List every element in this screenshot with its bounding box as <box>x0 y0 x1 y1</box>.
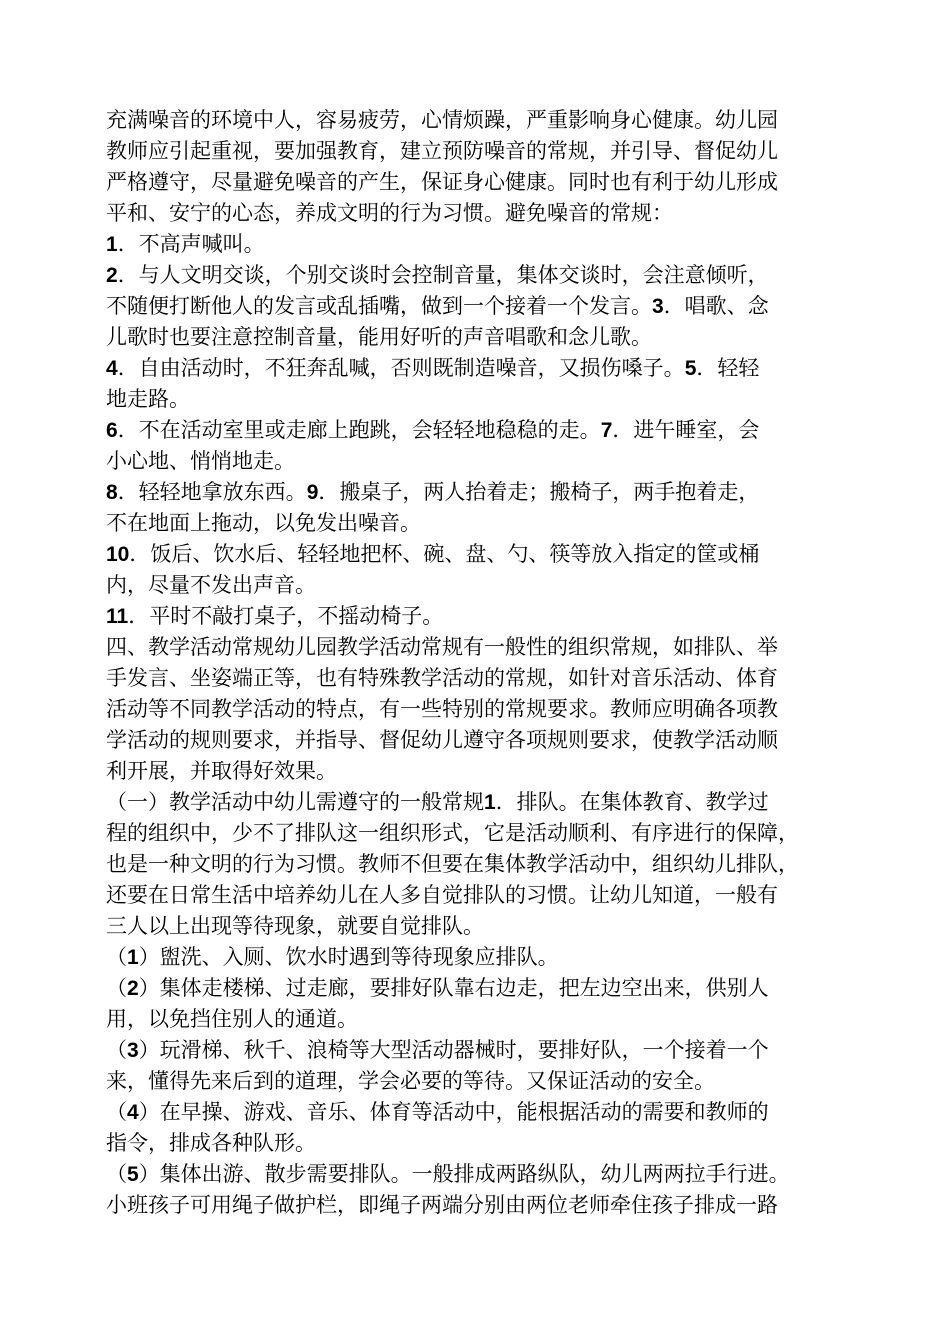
line-text: （一）教学活动中幼儿需遵守的一般常规 <box>106 790 484 814</box>
text-line: 教师应引起重视，要加强教育，建立预防噪音的常规，并引导、督促幼儿 <box>106 139 778 163</box>
line-text: 小心地、悄悄地走。 <box>106 449 295 473</box>
line-text: ）盥洗、入厕、饮水时遇到等待现象应排队。 <box>138 945 559 969</box>
text-line: 平和、安宁的心态，养成文明的行为习惯。避免噪音的常规： <box>106 201 673 225</box>
text-line <box>106 570 860 601</box>
paragraph-section-4 <box>106 632 860 787</box>
line-text: 还要在日常生活中培养幼儿在人多自觉排队的习惯。让幼儿知道，一般有 <box>106 883 778 907</box>
text-line <box>106 1097 860 1128</box>
paragraph-subsection-1 <box>106 787 860 942</box>
text-line: 学活动的规则要求，并指导、督促幼儿遵守各项规则要求，使教学活动顺 <box>106 728 778 752</box>
item-number: 1 <box>127 946 139 969</box>
line-text: 也是一种文明的行为习惯。教师不但要在集体教学活动中，组织幼儿排队， <box>106 852 799 876</box>
text-line <box>106 539 860 570</box>
paragraph-rule-4-5 <box>106 353 860 415</box>
line-text: （ <box>106 1162 127 1186</box>
item-number: 1 <box>106 233 118 256</box>
text-line <box>106 446 860 477</box>
line-text: 不随便打断他人的发言或乱插嘴，做到一个接着一个发言。 <box>106 294 652 318</box>
text-line: 手发言、坐姿端正等，也有特殊教学活动的常规，如针对音乐活动、体育 <box>106 666 778 690</box>
text-line <box>106 415 860 446</box>
text-line: 严格遵守，尽量避免噪音的产生，保证身心健康。同时也有利于幼儿形成 <box>106 170 778 194</box>
line-text: ．与人文明交谈，个别交谈时会控制音量，集体交谈时，会注意倾听， <box>117 263 769 287</box>
line-text: 程的组织中，少不了排队这一组织形式，它是活动顺利、有序进行的保障， <box>106 821 799 845</box>
item-number: 2 <box>106 264 118 287</box>
paragraph-item-1 <box>106 942 860 973</box>
text-line <box>106 477 860 508</box>
text-line <box>106 322 860 353</box>
line-text: ．排队。在集体教育、教学过 <box>495 790 769 814</box>
item-number: 10 <box>106 543 130 566</box>
text-line <box>106 353 860 384</box>
item-number: 2 <box>127 977 139 1000</box>
text-line <box>106 1004 860 1035</box>
text-line <box>106 880 860 911</box>
item-number: 5 <box>684 357 697 380</box>
paragraph-item-2 <box>106 973 860 1035</box>
line-text: 内，尽量不发出声音。 <box>106 573 316 597</box>
line-text: 来，懂得先来后到的道理，学会必要的等待。又保证活动的安全。 <box>106 1069 715 1093</box>
paragraph-rule-6-7 <box>106 415 860 477</box>
text-line <box>106 942 860 973</box>
text-line <box>106 787 860 818</box>
paragraph-rule-2-3 <box>106 260 860 353</box>
line-text: ．饭后、饮水后、轻轻地把杯、碗、盘、勺、筷等放入指定的筐或桶 <box>129 542 760 566</box>
paragraph-rule-1 <box>106 229 860 260</box>
text-line <box>106 384 860 415</box>
line-text: ．轻轻地拿放东西。 <box>117 480 307 504</box>
paragraph-item-5 <box>106 1159 860 1221</box>
line-text: （ <box>106 1038 127 1062</box>
text-line: 利开展，并取得好效果。 <box>106 759 337 783</box>
line-text: 小班孩子可用绳子做护栏，即绳子两端分别由两位老师牵住孩子排成一路 <box>106 1193 778 1217</box>
text-line: 活动等不同教学活动的特点，有一些特别的常规要求。教师应明确各项教 <box>106 697 778 721</box>
item-number: 7 <box>600 419 613 442</box>
text-line: 充满噪音的环境中人，容易疲劳，心情烦躁，严重影响身心健康。幼儿园 <box>106 108 778 132</box>
line-text: ．不在活动室里或走廊上跑跳，会轻轻地稳稳的走。 <box>117 418 601 442</box>
line-text: 指令，排成各种队形。 <box>106 1131 316 1155</box>
text-line <box>106 973 860 1004</box>
paragraph-rule-10 <box>106 539 860 601</box>
text-line <box>106 818 860 849</box>
item-number: 5 <box>127 1163 139 1186</box>
text-line <box>106 508 860 539</box>
text-line <box>106 1128 860 1159</box>
line-text: （ <box>106 945 127 969</box>
line-text: ．进午睡室，会 <box>612 418 760 442</box>
line-text: 用，以免挡住别人的通道。 <box>106 1007 358 1031</box>
line-text: ．唱歌、念 <box>663 294 769 318</box>
line-text: ）玩滑梯、秋千、浪椅等大型活动器械时，要排好队，一个接着一个 <box>138 1038 769 1062</box>
line-text: ．不高声喊叫。 <box>117 232 265 256</box>
text-line <box>106 601 860 632</box>
line-text: ．搬桌子，两人抬着走；搬椅子，两手抱着走， <box>318 480 760 504</box>
item-number: 9 <box>306 481 319 504</box>
text-line <box>106 1159 860 1190</box>
paragraph-item-4 <box>106 1097 860 1159</box>
item-number: 8 <box>106 481 118 504</box>
item-number: 4 <box>127 1101 139 1124</box>
item-number: 4 <box>106 357 118 380</box>
line-text: 儿歌时也要注意控制音量，能用好听的声音唱歌和念儿歌。 <box>106 325 652 349</box>
line-text: ）集体出游、散步需要排队。一般排成两路纵队，幼儿两两拉手行进。 <box>138 1162 790 1186</box>
line-text: 三人以上出现等待现象，就要自觉排队。 <box>106 914 484 938</box>
paragraph-rule-11 <box>106 601 860 632</box>
line-text: ．自由活动时，不狂奔乱喊，否则既制造噪音，又损伤嗓子。 <box>117 356 685 380</box>
paragraph-rule-8-9 <box>106 477 860 539</box>
line-text: 地走路。 <box>106 387 190 411</box>
line-text: ．平时不敲打桌子，不摇动椅子。 <box>128 604 444 628</box>
item-number: 3 <box>652 295 664 318</box>
text-line <box>106 260 860 291</box>
item-number: 1 <box>484 791 496 814</box>
item-number: 6 <box>106 419 118 442</box>
document-body <box>106 105 860 1221</box>
line-text: （ <box>106 1100 127 1124</box>
text-line <box>106 911 860 942</box>
paragraph-item-3 <box>106 1035 860 1097</box>
line-text: ．轻轻 <box>696 356 760 380</box>
line-text: ）集体走楼梯、过走廊，要排好队靠右边走，把左边空出来，供别人 <box>138 976 769 1000</box>
text-line: 四、教学活动常规幼儿园教学活动常规有一般性的组织常规，如排队、举 <box>106 635 778 659</box>
text-line <box>106 229 860 260</box>
text-line <box>106 1066 860 1097</box>
line-text: （ <box>106 976 127 1000</box>
text-line <box>106 291 860 322</box>
text-line <box>106 1190 860 1221</box>
item-number: 11 <box>106 605 129 628</box>
line-text: ）在早操、游戏、音乐、体育等活动中，能根据活动的需要和教师的 <box>138 1100 769 1124</box>
text-line <box>106 849 860 880</box>
line-text: 不在地面上拖动，以免发出噪音。 <box>106 511 421 535</box>
paragraph-intro <box>106 105 860 229</box>
item-number: 3 <box>127 1039 139 1062</box>
text-line <box>106 1035 860 1066</box>
